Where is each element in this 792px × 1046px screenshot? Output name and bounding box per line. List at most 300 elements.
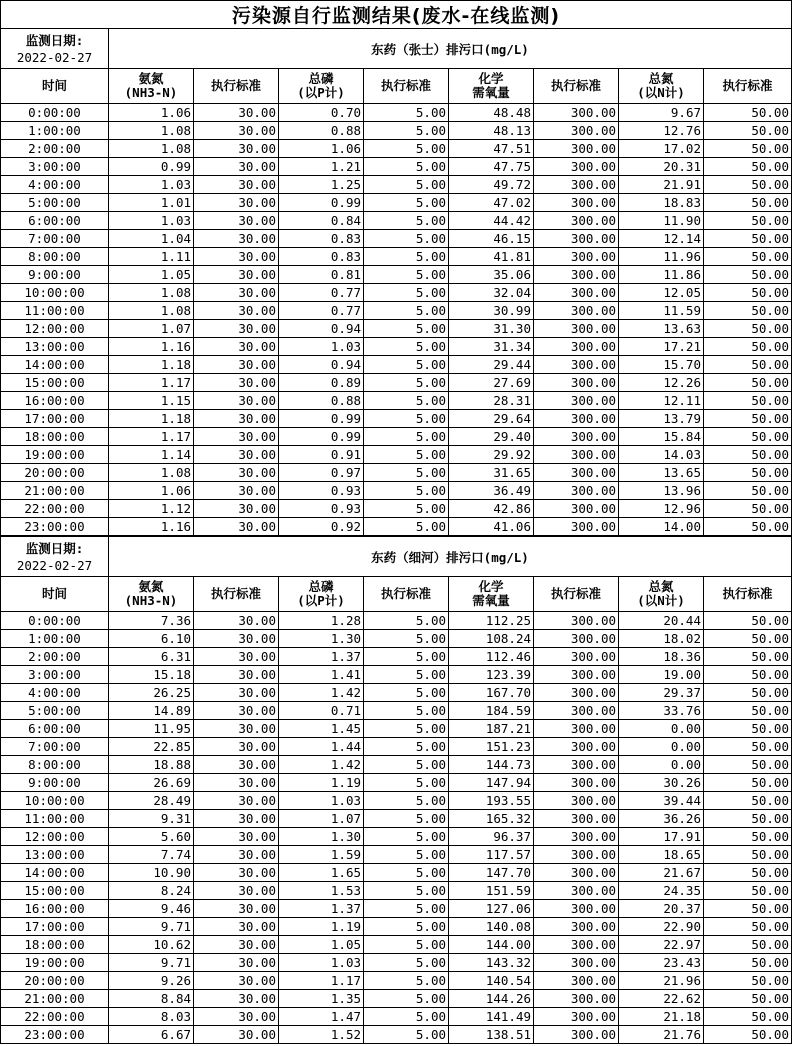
table-row: [1, 428, 792, 446]
value-cell: 30.00: [194, 846, 279, 864]
value-cell: 24.35: [619, 882, 704, 900]
value-cell: 0.77: [279, 302, 364, 320]
time-cell: 0:00:00: [1, 612, 109, 630]
value-cell: 1.19: [279, 918, 364, 936]
value-cell: 50.00: [704, 266, 792, 284]
time-cell: 8:00:00: [1, 756, 109, 774]
value-cell: 21.18: [619, 1008, 704, 1026]
column-header-line1: 总氮: [648, 579, 674, 594]
value-cell: 1.44: [279, 738, 364, 756]
value-cell: 5.00: [364, 302, 449, 320]
value-cell: 15.70: [619, 356, 704, 374]
value-cell: 20.37: [619, 900, 704, 918]
value-cell: 30.00: [194, 410, 279, 428]
value-cell: 50.00: [704, 500, 792, 518]
time-cell: 15:00:00: [1, 374, 109, 392]
value-cell: 6.10: [109, 630, 194, 648]
value-cell: 30.00: [194, 630, 279, 648]
value-cell: 5.00: [364, 338, 449, 356]
value-cell: 30.00: [194, 774, 279, 792]
value-cell: 11.86: [619, 266, 704, 284]
value-cell: 30.00: [194, 666, 279, 684]
value-cell: 36.26: [619, 810, 704, 828]
value-cell: 1.21: [279, 158, 364, 176]
value-cell: 138.51: [449, 1026, 534, 1044]
value-cell: 50.00: [704, 810, 792, 828]
value-cell: 1.30: [279, 630, 364, 648]
value-cell: 50.00: [704, 392, 792, 410]
value-cell: 14.00: [619, 518, 704, 536]
column-header-line1: 执行标准: [210, 78, 261, 93]
table-row: [1, 122, 792, 140]
value-cell: 15.18: [109, 666, 194, 684]
value-cell: 300.00: [534, 1026, 619, 1044]
table-row: [1, 756, 792, 774]
value-cell: 300.00: [534, 482, 619, 500]
value-cell: 144.26: [449, 990, 534, 1008]
value-cell: 6.31: [109, 648, 194, 666]
value-cell: 21.76: [619, 1026, 704, 1044]
value-cell: 1.18: [109, 410, 194, 428]
value-cell: 1.65: [279, 864, 364, 882]
value-cell: 50.00: [704, 158, 792, 176]
value-cell: 30.00: [194, 320, 279, 338]
time-cell: 3:00:00: [1, 666, 109, 684]
value-cell: 5.00: [364, 648, 449, 666]
value-cell: 50.00: [704, 684, 792, 702]
value-cell: 27.69: [449, 374, 534, 392]
table-row: [1, 518, 792, 536]
column-header-line1: 执行标准: [380, 586, 431, 601]
value-cell: 1.08: [109, 140, 194, 158]
value-cell: 1.04: [109, 230, 194, 248]
table-row: [1, 464, 792, 482]
value-cell: 13.63: [619, 320, 704, 338]
column-header-line1: 氨氮: [138, 579, 164, 594]
value-cell: 117.57: [449, 846, 534, 864]
value-cell: 300.00: [534, 140, 619, 158]
value-cell: 50.00: [704, 464, 792, 482]
value-cell: 147.94: [449, 774, 534, 792]
value-cell: 5.00: [364, 194, 449, 212]
value-cell: 300.00: [534, 756, 619, 774]
value-cell: 29.44: [449, 356, 534, 374]
value-cell: 151.59: [449, 882, 534, 900]
value-cell: 5.00: [364, 720, 449, 738]
value-cell: 21.67: [619, 864, 704, 882]
value-cell: 300.00: [534, 684, 619, 702]
value-cell: 0.99: [279, 410, 364, 428]
value-cell: 140.54: [449, 972, 534, 990]
time-cell: 4:00:00: [1, 176, 109, 194]
value-cell: 50.00: [704, 248, 792, 266]
value-cell: 30.00: [194, 1026, 279, 1044]
time-cell: 21:00:00: [1, 990, 109, 1008]
section-header: [1, 29, 792, 69]
value-cell: 1.08: [109, 284, 194, 302]
value-cell: 50.00: [704, 410, 792, 428]
column-header: [364, 577, 449, 612]
value-cell: 1.37: [279, 648, 364, 666]
value-cell: 11.59: [619, 302, 704, 320]
column-header: [619, 69, 704, 104]
value-cell: 300.00: [534, 320, 619, 338]
value-cell: 20.31: [619, 158, 704, 176]
time-cell: 11:00:00: [1, 810, 109, 828]
value-cell: 0.00: [619, 756, 704, 774]
table-row: [1, 158, 792, 176]
value-cell: 300.00: [534, 356, 619, 374]
value-cell: 5.00: [364, 792, 449, 810]
value-cell: 300.00: [534, 702, 619, 720]
value-cell: 5.00: [364, 1008, 449, 1026]
value-cell: 151.23: [449, 738, 534, 756]
column-header: [194, 69, 279, 104]
value-cell: 50.00: [704, 720, 792, 738]
column-header-line1: 执行标准: [380, 78, 431, 93]
value-cell: 50.00: [704, 990, 792, 1008]
value-cell: 1.03: [279, 792, 364, 810]
time-cell: 16:00:00: [1, 900, 109, 918]
value-cell: 0.00: [619, 720, 704, 738]
value-cell: 23.43: [619, 954, 704, 972]
value-cell: 30.00: [194, 702, 279, 720]
value-cell: 21.96: [619, 972, 704, 990]
value-cell: 50.00: [704, 846, 792, 864]
value-cell: 300.00: [534, 302, 619, 320]
value-cell: 50.00: [704, 140, 792, 158]
value-cell: 1.53: [279, 882, 364, 900]
value-cell: 41.06: [449, 518, 534, 536]
value-cell: 300.00: [534, 612, 619, 630]
value-cell: 0.89: [279, 374, 364, 392]
time-cell: 20:00:00: [1, 464, 109, 482]
value-cell: 30.00: [194, 248, 279, 266]
value-cell: 165.32: [449, 810, 534, 828]
value-cell: 22.90: [619, 918, 704, 936]
value-cell: 0.93: [279, 482, 364, 500]
time-cell: 4:00:00: [1, 684, 109, 702]
value-cell: 5.00: [364, 356, 449, 374]
column-header: [534, 577, 619, 612]
value-cell: 0.83: [279, 230, 364, 248]
value-cell: 30.00: [194, 810, 279, 828]
column-header: [1, 69, 109, 104]
monitoring-date: [1, 29, 109, 69]
value-cell: 26.69: [109, 774, 194, 792]
value-cell: 300.00: [534, 410, 619, 428]
column-header-line1: 执行标准: [722, 78, 773, 93]
value-cell: 18.83: [619, 194, 704, 212]
column-header-row: [1, 69, 792, 104]
value-cell: 1.47: [279, 1008, 364, 1026]
column-header-line1: 执行标准: [722, 586, 773, 601]
value-cell: 300.00: [534, 936, 619, 954]
value-cell: 50.00: [704, 428, 792, 446]
value-cell: 31.65: [449, 464, 534, 482]
value-cell: 30.00: [194, 176, 279, 194]
value-cell: 30.00: [194, 918, 279, 936]
column-header-line2: (以N计): [637, 85, 685, 100]
table-row: [1, 212, 792, 230]
value-cell: 13.79: [619, 410, 704, 428]
time-cell: 21:00:00: [1, 482, 109, 500]
value-cell: 7.74: [109, 846, 194, 864]
value-cell: 30.00: [194, 266, 279, 284]
table-row: [1, 176, 792, 194]
column-header: [449, 577, 534, 612]
value-cell: 167.70: [449, 684, 534, 702]
time-cell: 5:00:00: [1, 194, 109, 212]
value-cell: 300.00: [534, 518, 619, 536]
value-cell: 9.46: [109, 900, 194, 918]
column-header-line2: 需氧量: [472, 85, 510, 100]
value-cell: 8.84: [109, 990, 194, 1008]
value-cell: 50.00: [704, 666, 792, 684]
time-cell: 3:00:00: [1, 158, 109, 176]
table-row: [1, 320, 792, 338]
table-row: [1, 1026, 792, 1044]
value-cell: 48.48: [449, 104, 534, 122]
value-cell: 30.00: [194, 104, 279, 122]
value-cell: 29.37: [619, 684, 704, 702]
value-cell: 30.00: [194, 990, 279, 1008]
table-row: [1, 612, 792, 630]
value-cell: 5.00: [364, 320, 449, 338]
value-cell: 1.06: [109, 104, 194, 122]
value-cell: 1.35: [279, 990, 364, 1008]
value-cell: 300.00: [534, 864, 619, 882]
value-cell: 1.45: [279, 720, 364, 738]
value-cell: 300.00: [534, 338, 619, 356]
value-cell: 30.00: [194, 392, 279, 410]
column-header-line1: 总氮: [648, 71, 674, 86]
value-cell: 300.00: [534, 266, 619, 284]
value-cell: 5.00: [364, 482, 449, 500]
column-header-line1: 总磷: [308, 579, 334, 594]
value-cell: 300.00: [534, 792, 619, 810]
value-cell: 0.94: [279, 320, 364, 338]
value-cell: 144.00: [449, 936, 534, 954]
table-row: [1, 936, 792, 954]
value-cell: 5.00: [364, 666, 449, 684]
value-cell: 30.00: [194, 900, 279, 918]
value-cell: 50.00: [704, 648, 792, 666]
section-table-zhangshi: [0, 28, 792, 536]
value-cell: 50.00: [704, 518, 792, 536]
value-cell: 30.00: [194, 954, 279, 972]
value-cell: 30.00: [194, 356, 279, 374]
value-cell: 50.00: [704, 630, 792, 648]
value-cell: 12.05: [619, 284, 704, 302]
value-cell: 50.00: [704, 864, 792, 882]
value-cell: 10.90: [109, 864, 194, 882]
value-cell: 50.00: [704, 374, 792, 392]
value-cell: 18.88: [109, 756, 194, 774]
value-cell: 8.24: [109, 882, 194, 900]
column-header: [534, 69, 619, 104]
value-cell: 39.44: [619, 792, 704, 810]
value-cell: 5.00: [364, 500, 449, 518]
value-cell: 17.91: [619, 828, 704, 846]
value-cell: 1.01: [109, 194, 194, 212]
value-cell: 300.00: [534, 666, 619, 684]
column-header-line2: (以P计): [297, 593, 345, 608]
value-cell: 30.00: [194, 518, 279, 536]
table-row: [1, 374, 792, 392]
time-cell: 2:00:00: [1, 140, 109, 158]
column-header-line1: 时间: [41, 586, 67, 601]
value-cell: 30.00: [194, 720, 279, 738]
value-cell: 30.00: [194, 230, 279, 248]
value-cell: 0.97: [279, 464, 364, 482]
value-cell: 50.00: [704, 446, 792, 464]
value-cell: 30.26: [619, 774, 704, 792]
table-row: [1, 774, 792, 792]
value-cell: 300.00: [534, 1008, 619, 1026]
value-cell: 50.00: [704, 792, 792, 810]
value-cell: 1.11: [109, 248, 194, 266]
value-cell: 50.00: [704, 482, 792, 500]
value-cell: 1.17: [109, 374, 194, 392]
time-cell: 7:00:00: [1, 738, 109, 756]
value-cell: 50.00: [704, 954, 792, 972]
value-cell: 147.70: [449, 864, 534, 882]
table-row: [1, 500, 792, 518]
monitoring-date: [1, 537, 109, 577]
value-cell: 1.06: [279, 140, 364, 158]
date-value: 2022-02-27: [16, 49, 93, 65]
value-cell: 5.00: [364, 774, 449, 792]
value-cell: 1.17: [109, 428, 194, 446]
column-header: [1, 577, 109, 612]
value-cell: 1.08: [109, 302, 194, 320]
value-cell: 1.28: [279, 612, 364, 630]
value-cell: 12.96: [619, 500, 704, 518]
value-cell: 36.49: [449, 482, 534, 500]
value-cell: 300.00: [534, 990, 619, 1008]
value-cell: 1.42: [279, 756, 364, 774]
table-row: [1, 302, 792, 320]
time-cell: 20:00:00: [1, 972, 109, 990]
outlet-name: 东药（细河）排污口(mg/L): [109, 537, 792, 577]
value-cell: 8.03: [109, 1008, 194, 1026]
table-row: [1, 338, 792, 356]
value-cell: 30.00: [194, 374, 279, 392]
report-title: 污染源自行监测结果(废水-在线监测): [1, 1, 792, 29]
value-cell: 35.06: [449, 266, 534, 284]
value-cell: 14.03: [619, 446, 704, 464]
time-cell: 18:00:00: [1, 936, 109, 954]
table-row: [1, 954, 792, 972]
time-cell: 23:00:00: [1, 1026, 109, 1044]
value-cell: 50.00: [704, 230, 792, 248]
value-cell: 5.00: [364, 738, 449, 756]
value-cell: 300.00: [534, 648, 619, 666]
value-cell: 0.71: [279, 702, 364, 720]
value-cell: 50.00: [704, 320, 792, 338]
time-cell: 13:00:00: [1, 338, 109, 356]
value-cell: 5.00: [364, 212, 449, 230]
value-cell: 140.08: [449, 918, 534, 936]
time-cell: 0:00:00: [1, 104, 109, 122]
table-row: [1, 882, 792, 900]
time-cell: 10:00:00: [1, 792, 109, 810]
value-cell: 30.00: [194, 194, 279, 212]
value-cell: 1.06: [109, 482, 194, 500]
time-cell: 7:00:00: [1, 230, 109, 248]
value-cell: 30.00: [194, 1008, 279, 1026]
value-cell: 5.00: [364, 882, 449, 900]
value-cell: 7.36: [109, 612, 194, 630]
value-cell: 50.00: [704, 1008, 792, 1026]
value-cell: 9.71: [109, 918, 194, 936]
value-cell: 5.00: [364, 410, 449, 428]
time-cell: 12:00:00: [1, 828, 109, 846]
value-cell: 11.96: [619, 248, 704, 266]
value-cell: 0.99: [279, 428, 364, 446]
value-cell: 5.00: [364, 864, 449, 882]
value-cell: 0.91: [279, 446, 364, 464]
table-row: [1, 266, 792, 284]
value-cell: 0.84: [279, 212, 364, 230]
time-cell: 16:00:00: [1, 392, 109, 410]
table-row: [1, 828, 792, 846]
value-cell: 50.00: [704, 104, 792, 122]
value-cell: 5.00: [364, 428, 449, 446]
value-cell: 32.04: [449, 284, 534, 302]
value-cell: 50.00: [704, 756, 792, 774]
value-cell: 5.00: [364, 756, 449, 774]
value-cell: 30.00: [194, 648, 279, 666]
value-cell: 50.00: [704, 302, 792, 320]
value-cell: 5.00: [364, 846, 449, 864]
value-cell: 1.25: [279, 176, 364, 194]
value-cell: 50.00: [704, 284, 792, 302]
value-cell: 0.88: [279, 392, 364, 410]
value-cell: 30.00: [194, 140, 279, 158]
value-cell: 5.60: [109, 828, 194, 846]
value-cell: 300.00: [534, 374, 619, 392]
value-cell: 1.07: [279, 810, 364, 828]
table-row: [1, 720, 792, 738]
value-cell: 300.00: [534, 248, 619, 266]
time-cell: 17:00:00: [1, 918, 109, 936]
value-cell: 12.26: [619, 374, 704, 392]
value-cell: 14.89: [109, 702, 194, 720]
time-cell: 9:00:00: [1, 266, 109, 284]
value-cell: 1.16: [109, 338, 194, 356]
value-cell: 300.00: [534, 428, 619, 446]
value-cell: 5.00: [364, 248, 449, 266]
value-cell: 31.34: [449, 338, 534, 356]
table-row: [1, 990, 792, 1008]
table-row: [1, 846, 792, 864]
section-table-xihe: [0, 536, 792, 1044]
value-cell: 0.93: [279, 500, 364, 518]
value-cell: 11.90: [619, 212, 704, 230]
value-cell: 15.84: [619, 428, 704, 446]
table-row: [1, 900, 792, 918]
column-header-line2: (NH3-N): [124, 85, 178, 100]
value-cell: 31.30: [449, 320, 534, 338]
value-cell: 9.26: [109, 972, 194, 990]
value-cell: 0.99: [279, 194, 364, 212]
value-cell: 1.14: [109, 446, 194, 464]
value-cell: 0.92: [279, 518, 364, 536]
value-cell: 1.17: [279, 972, 364, 990]
table-row: [1, 482, 792, 500]
